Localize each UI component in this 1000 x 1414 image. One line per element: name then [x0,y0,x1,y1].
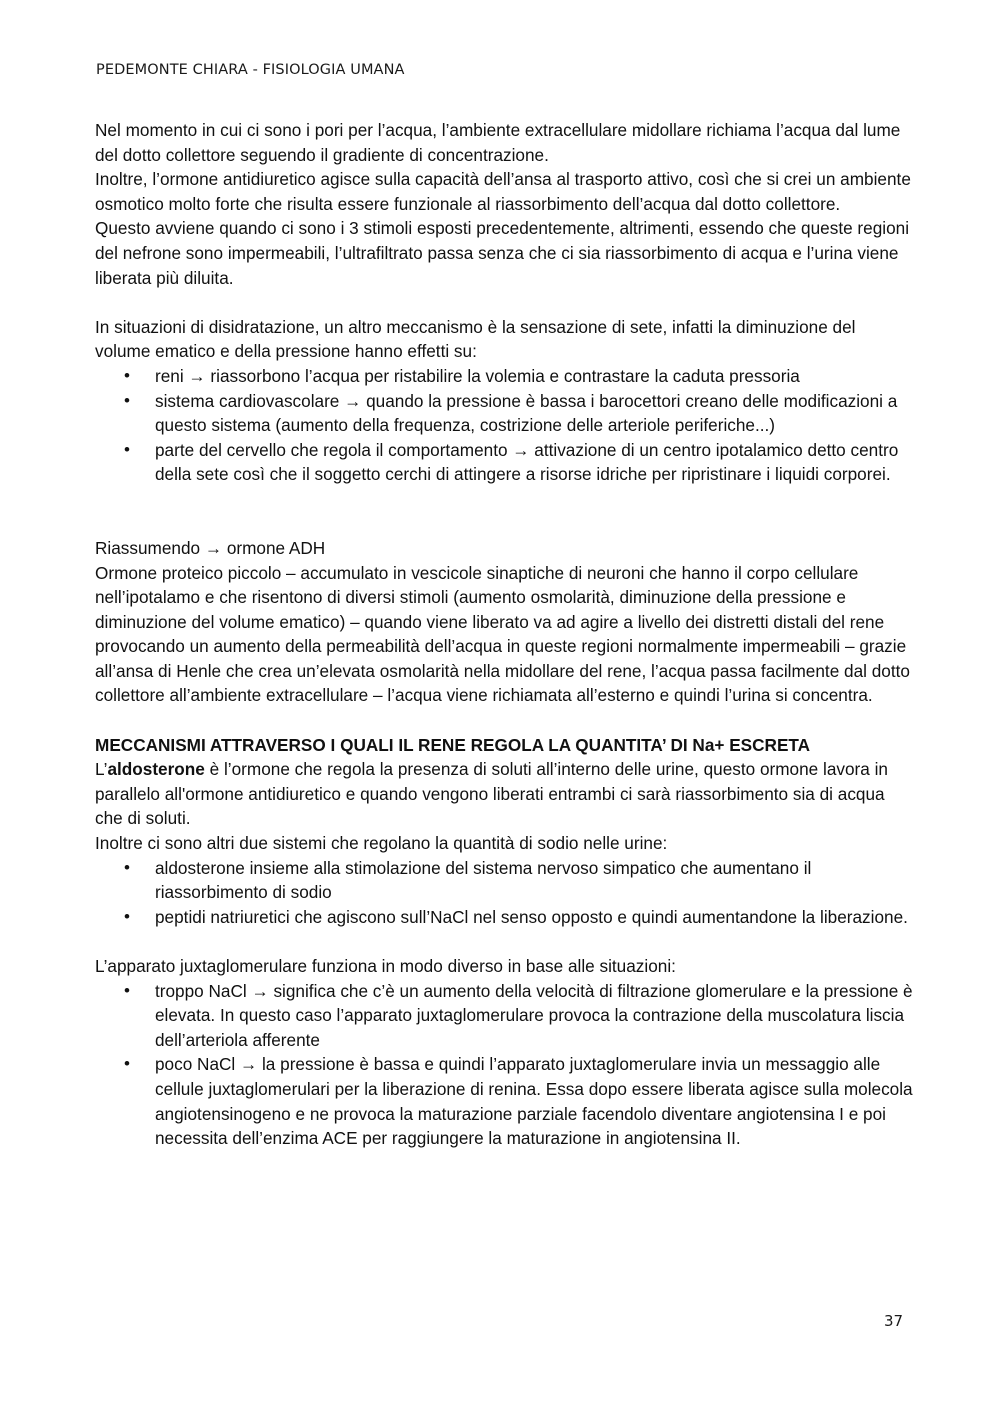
list-item: • aldosterone insieme alla stimolazione del sistema nervoso simpatico che aumentano il riassorbimento di sodio [95,856,915,905]
page-content [95,118,915,1151]
jga-situations-list [95,979,915,1151]
dehydration-effects-list [95,364,915,487]
list-item: • poco NaCl → la pressione è bassa e quindi l’apparato juxtaglomerulare invia un messaggio alle cellule juxtaglomerulari per la liberazione di renina. Essa dopo essere liberata agisce sulla molecola angiotensinogeno e ne provoca la maturazione parziale facendolo diventare angiotensina I e poi necessita dell’enzima ACE per raggiungere la maturazione in angiotensina II. [95,1052,915,1150]
aldosterone-term: aldosterone [107,759,205,780]
aldosterone-prefix: L’ [95,759,108,780]
aldosterone-description: è l’ormone che regola la presenza di soluti all’interno delle urine, questo ormone lavora in parallelo all'ormone antidiuretico e quando vengono liberati entrambi ci sarà riassorbimento sia di acqua che di soluti. [95,759,888,829]
paragraph-dehydration: In situazioni di disidratazione, un altro meccanismo è la sensazione di sete, infatti la diminuzione del volume ematico e della pressione hanno effetti su: [95,316,856,362]
page-header: PEDEMONTE CHIARA - FISIOLOGIA UMANA [96,62,405,78]
list-item: • sistema cardiovascolare → quando la pressione è bassa i barocettori creano delle modificazioni a questo sistema (aumento della frequenza, costrizione delle arteriole periferiche...) [95,389,915,438]
paragraph-aldosterone [95,757,915,831]
section-heading: MECCANISMI ATTRAVERSO I QUALI IL RENE REGOLA LA QUANTITA’ DI Na+ ESCRETA [95,734,811,755]
list-item: • parte del cervello che regola il comportamento → attivazione di un centro ipotalamico detto centro della sete così che il soggetto cerchi di attingere a risorse idriche per ripristinare i liquidi corporei. [95,438,915,487]
summary-text: Ormone proteico piccolo – accumulato in vescicole sinaptiche di neuroni che hanno il corpo cellulare nell’ipotalamo e che risentono di diversi stimoli (aumento osmolarità, diminuzione della pressione e diminuzione del volume ematico) – quando viene liberato va ad agire a livello dei distretti distali del rene provocando un aumento della permeabilità dell’acqua in queste regioni normalmente impermeabili – grazie all’ansa di Henle che crea un’elevata osmolarità nella midollare del rene, l’acqua passa facilmente dal dotto collettore all’ambiente extracellulare – l’acqua viene richiamata all’esterno e quindi l’urina si concentra. [95,562,910,706]
paragraph-pores: Nel momento in cui ci sono i pori per l’acqua, l’ambiente extracellulare midollare richiama l’acqua dal lume del dotto collettore seguendo il gradiente di concentrazione. [95,120,901,165]
paragraph-adh-ansa: Inoltre, l’ormone antidiuretico agisce sulla capacità dell’ansa al trasporto attivo, così che si crei un ambiente osmotico molto forte che risulta essere funzionale al riassorbimento dell’acqua dal dotto collettore. [95,169,911,214]
paragraph-jga: L’apparato juxtaglomerulare funziona in modo diverso in base alle situazioni: [95,956,676,976]
page-number: 37 [884,1312,904,1330]
summary-title: Riassumendo → ormone ADH [95,537,326,558]
list-item: • reni → riassorbono l’acqua per ristabilire la volemia e contrastare la caduta pressoria [95,364,915,389]
paragraph-stimuli: Questo avviene quando ci sono i 3 stimoli esposti precedentemente, altrimenti, essendo che queste regioni del nefrone sono impermeabili, l’ultrafiltrato passa senza che ci sia riassorbimento di acqua e l’urina viene liberata più diluita. [95,218,910,288]
paragraph-sodium-systems: Inoltre ci sono altri due sistemi che regolano la quantità di sodio nelle urine: [95,833,668,854]
list-item: • peptidi natriuretici che agiscono sull’NaCl nel senso opposto e quindi aumentandone la liberazione. [95,905,915,930]
sodium-systems-list [95,856,915,930]
list-item: • troppo NaCl → significa che c’è un aumento della velocità di filtrazione glomerulare e la pressione è elevata. In questo caso l’apparato juxtaglomerulare provoca la contrazione della muscolatura liscia dell’arteriola afferente [95,979,915,1053]
